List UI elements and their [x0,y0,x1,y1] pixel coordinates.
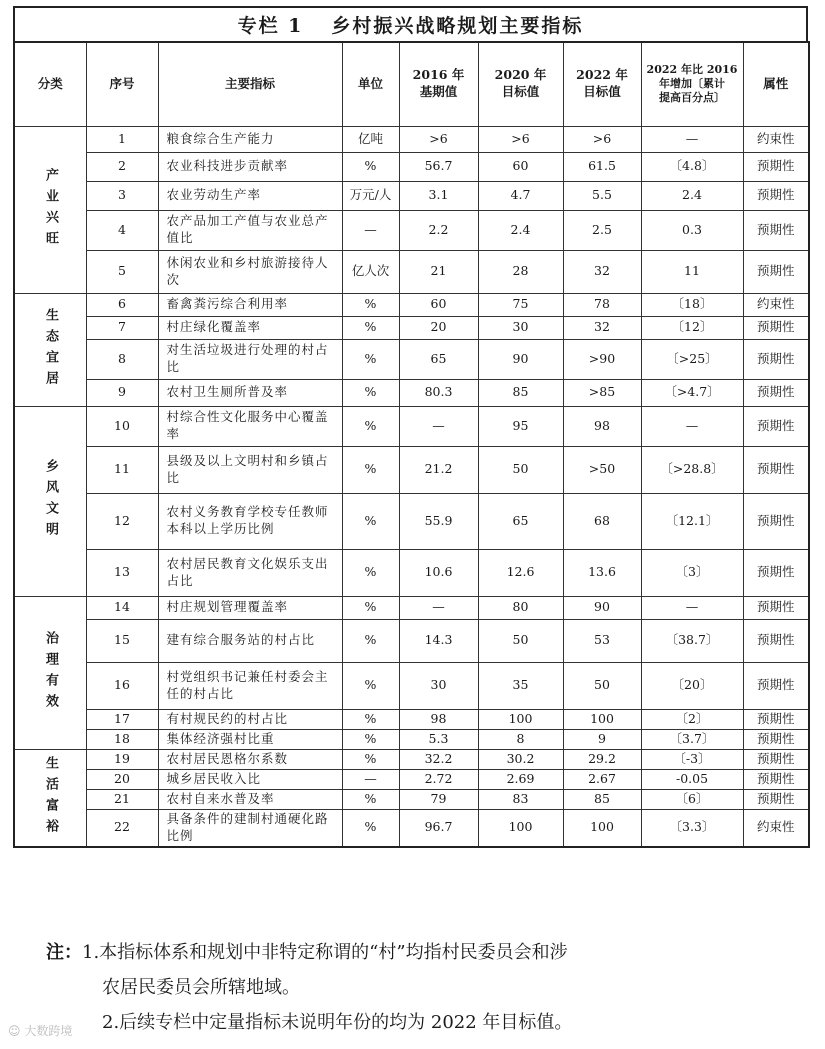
row-indicator: 村庄规划管理覆盖率 [158,596,342,619]
row-attribute: 预期性 [743,549,809,596]
row-number: 2 [86,152,158,181]
row-base-2016: — [399,406,478,446]
row-target-2022: >85 [563,379,641,406]
header-target-2020 [478,42,563,126]
row-unit: % [342,789,399,809]
row-unit: % [342,379,399,406]
row-target-2022: 13.6 [563,549,641,596]
row-attribute: 预期性 [743,729,809,749]
category-cell: 生活富裕 [14,749,86,847]
row-number: 12 [86,493,158,549]
row-attribute: 约束性 [743,126,809,152]
row-target-2020: 35 [478,662,563,709]
row-target-2020: 80 [478,596,563,619]
row-target-2022: 61.5 [563,152,641,181]
row-indicator: 村庄绿化覆盖率 [158,316,342,339]
row-increase: 〔12.1〕 [641,493,743,549]
row-unit: % [342,596,399,619]
row-target-2022: 85 [563,789,641,809]
row-attribute: 预期性 [743,250,809,293]
row-base-2016: — [399,596,478,619]
note-1-line-1: 1.本指标体系和规划中非特定称谓的“村”均指村民委员会和涉 [82,942,568,963]
row-target-2020: 83 [478,789,563,809]
row-target-2020: 30.2 [478,749,563,769]
row-increase: 0.3 [641,210,743,250]
row-indicator: 农村居民恩格尔系数 [158,749,342,769]
row-number: 4 [86,210,158,250]
row-unit: % [342,152,399,181]
row-increase: 2.4 [641,181,743,210]
row-target-2020: 2.4 [478,210,563,250]
category-cell: 治理有效 [14,596,86,749]
row-base-2016: 98 [399,709,478,729]
table-row [14,406,809,446]
row-unit: % [342,549,399,596]
row-attribute: 预期性 [743,446,809,493]
row-increase: 11 [641,250,743,293]
row-attribute: 预期性 [743,596,809,619]
row-number: 1 [86,126,158,152]
row-target-2022: 50 [563,662,641,709]
row-increase: -0.05 [641,769,743,789]
row-unit: % [342,293,399,316]
row-target-2020: 2.69 [478,769,563,789]
row-number: 19 [86,749,158,769]
category-cell: 产业兴旺 [14,126,86,293]
row-base-2016: 80.3 [399,379,478,406]
table-row [14,789,809,809]
row-target-2022: >6 [563,126,641,152]
table-title [13,6,808,41]
row-base-2016: 56.7 [399,152,478,181]
table-row [14,596,809,619]
row-indicator: 休闲农业和乡村旅游接待人次 [158,250,342,293]
row-target-2020: 95 [478,406,563,446]
row-target-2022: 90 [563,596,641,619]
table-row [14,126,809,152]
row-base-2016: 5.3 [399,729,478,749]
table-row [14,339,809,379]
row-unit: % [342,339,399,379]
row-base-2016: 96.7 [399,809,478,847]
row-attribute: 预期性 [743,789,809,809]
row-number: 17 [86,709,158,729]
category-cell: 乡风文明 [14,406,86,596]
header-target-2020-line2: 目标值 [501,84,540,100]
table-row [14,293,809,316]
row-number: 14 [86,596,158,619]
row-indicator: 粮食综合生产能力 [158,126,342,152]
header-increase-line2: 年增加〔累计 [659,77,725,91]
row-increase: 〔6〕 [641,789,743,809]
header-row [14,42,809,126]
row-number: 8 [86,339,158,379]
row-target-2022: >50 [563,446,641,493]
header-target-2020-line1: 2020 年 [494,67,547,83]
row-unit: % [342,809,399,847]
header-increase [641,42,743,126]
row-target-2020: 75 [478,293,563,316]
row-unit: % [342,709,399,729]
row-indicator: 农业劳动生产率 [158,181,342,210]
row-attribute: 约束性 [743,809,809,847]
row-indicator: 农产品加工产值与农业总产值比 [158,210,342,250]
row-increase: 〔2〕 [641,709,743,729]
row-target-2022: 32 [563,250,641,293]
table-row [14,379,809,406]
table-row [14,769,809,789]
header-attribute: 属性 [743,42,809,126]
table-row [14,709,809,729]
row-target-2022: 29.2 [563,749,641,769]
row-attribute: 预期性 [743,406,809,446]
row-indicator: 县级及以上文明村和乡镇占比 [158,446,342,493]
watermark-text: 大数跨境 [24,1024,73,1038]
table-row [14,493,809,549]
row-increase: — [641,126,743,152]
row-base-2016: 10.6 [399,549,478,596]
row-target-2020: 50 [478,619,563,662]
row-unit: % [342,316,399,339]
table-row [14,749,809,769]
watermark-icon: ☺ [8,1024,21,1038]
row-unit: % [342,406,399,446]
row-target-2022: >90 [563,339,641,379]
row-indicator: 农业科技进步贡献率 [158,152,342,181]
table-row [14,210,809,250]
table-row [14,316,809,339]
row-number: 18 [86,729,158,749]
row-indicator: 农村卫生厕所普及率 [158,379,342,406]
row-number: 16 [86,662,158,709]
row-number: 5 [86,250,158,293]
row-indicator: 村综合性文化服务中心覆盖率 [158,406,342,446]
row-number: 22 [86,809,158,847]
row-base-2016: >6 [399,126,478,152]
row-target-2022: 53 [563,619,641,662]
header-increase-line1: 2022 年比 2016 [646,62,738,76]
row-unit: 亿人次 [342,250,399,293]
row-unit: — [342,769,399,789]
header-number: 序号 [86,42,158,126]
table-row [14,250,809,293]
row-number: 7 [86,316,158,339]
row-number: 9 [86,379,158,406]
row-target-2020: 100 [478,709,563,729]
row-attribute: 约束性 [743,293,809,316]
row-attribute: 预期性 [743,662,809,709]
row-increase: 〔38.7〕 [641,619,743,662]
table-row [14,809,809,847]
header-base-2016-line2: 基期值 [419,84,458,100]
table-row [14,729,809,749]
row-indicator: 建有综合服务站的村占比 [158,619,342,662]
row-attribute: 预期性 [743,316,809,339]
row-base-2016: 20 [399,316,478,339]
note-1-line-2: 农居民委员会所辖地域。 [102,977,300,998]
row-indicator: 农村义务教育学校专任教师本科以上学历比例 [158,493,342,549]
row-base-2016: 21.2 [399,446,478,493]
row-base-2016: 2.72 [399,769,478,789]
row-indicator: 对生活垃圾进行处理的村占比 [158,339,342,379]
row-increase: 〔>28.8〕 [641,446,743,493]
row-increase: — [641,406,743,446]
row-target-2020: 90 [478,339,563,379]
row-target-2022: 68 [563,493,641,549]
row-number: 3 [86,181,158,210]
row-increase: 〔-3〕 [641,749,743,769]
row-increase: 〔4.8〕 [641,152,743,181]
table-row [14,152,809,181]
row-attribute: 预期性 [743,749,809,769]
row-unit: % [342,749,399,769]
row-indicator: 城乡居民收入比 [158,769,342,789]
row-base-2016: 30 [399,662,478,709]
header-base-2016 [399,42,478,126]
row-number: 15 [86,619,158,662]
row-attribute: 预期性 [743,709,809,729]
row-target-2022: 98 [563,406,641,446]
row-unit: % [342,446,399,493]
row-attribute: 预期性 [743,379,809,406]
table-row [14,619,809,662]
row-increase: 〔12〕 [641,316,743,339]
row-unit: — [342,210,399,250]
row-base-2016: 65 [399,339,478,379]
row-indicator: 农村自来水普及率 [158,789,342,809]
row-number: 20 [86,769,158,789]
row-attribute: 预期性 [743,619,809,662]
row-target-2020: 85 [478,379,563,406]
row-attribute: 预期性 [743,339,809,379]
row-attribute: 预期性 [743,152,809,181]
row-target-2022: 5.5 [563,181,641,210]
row-target-2020: 65 [478,493,563,549]
row-target-2020: >6 [478,126,563,152]
row-number: 21 [86,789,158,809]
header-target-2022-line2: 目标值 [583,84,621,100]
row-increase: 〔3.7〕 [641,729,743,749]
row-target-2020: 60 [478,152,563,181]
row-increase: — [641,596,743,619]
row-target-2022: 78 [563,293,641,316]
header-unit: 单位 [342,42,399,126]
row-base-2016: 79 [399,789,478,809]
header-increase-line3: 提高百分点〕 [659,91,725,105]
row-unit: % [342,619,399,662]
row-indicator: 畜禽粪污综合利用率 [158,293,342,316]
row-target-2020: 100 [478,809,563,847]
row-target-2022: 32 [563,316,641,339]
indicator-table [13,41,810,848]
row-attribute: 预期性 [743,181,809,210]
table-row [14,662,809,709]
table-row [14,549,809,596]
row-target-2022: 100 [563,809,641,847]
notes [46,935,806,1040]
row-increase: 〔3〕 [641,549,743,596]
row-target-2022: 2.67 [563,769,641,789]
row-unit: 万元/人 [342,181,399,210]
row-base-2016: 21 [399,250,478,293]
header-indicator: 主要指标 [158,42,342,126]
table-row [14,446,809,493]
row-target-2022: 2.5 [563,210,641,250]
row-base-2016: 55.9 [399,493,478,549]
category-cell: 生态宜居 [14,293,86,406]
watermark [8,1022,72,1039]
header-category: 分类 [14,42,86,126]
row-base-2016: 2.2 [399,210,478,250]
row-target-2020: 4.7 [478,181,563,210]
row-number: 10 [86,406,158,446]
row-unit: % [342,493,399,549]
row-base-2016: 60 [399,293,478,316]
row-target-2020: 8 [478,729,563,749]
row-attribute: 预期性 [743,769,809,789]
row-increase: 〔>4.7〕 [641,379,743,406]
row-increase: 〔3.3〕 [641,809,743,847]
row-indicator: 集体经济强村比重 [158,729,342,749]
header-target-2022-line1: 2022 年 [576,67,628,83]
row-base-2016: 32.2 [399,749,478,769]
title-text: 乡村振兴战略规划主要指标 [331,15,584,37]
row-target-2022: 100 [563,709,641,729]
row-number: 13 [86,549,158,596]
row-indicator: 有村规民约的村占比 [158,709,342,729]
row-unit: % [342,662,399,709]
row-unit: 亿吨 [342,126,399,152]
indicator-panel [13,6,808,848]
row-target-2020: 30 [478,316,563,339]
row-indicator: 农村居民教育文化娱乐支出占比 [158,549,342,596]
row-base-2016: 14.3 [399,619,478,662]
table-row [14,181,809,210]
row-increase: 〔18〕 [641,293,743,316]
row-target-2020: 28 [478,250,563,293]
row-target-2020: 12.6 [478,549,563,596]
row-target-2020: 50 [478,446,563,493]
row-attribute: 预期性 [743,210,809,250]
row-number: 11 [86,446,158,493]
header-base-2016-line1: 2016 年 [412,67,465,83]
row-number: 6 [86,293,158,316]
row-base-2016: 3.1 [399,181,478,210]
row-attribute: 预期性 [743,493,809,549]
row-increase: 〔>25〕 [641,339,743,379]
title-prefix: 专栏 1 [237,15,304,37]
notes-label: 注： [46,942,82,963]
row-unit: % [342,729,399,749]
row-indicator: 具备条件的建制村通硬化路比例 [158,809,342,847]
header-target-2022 [563,42,641,126]
row-target-2022: 9 [563,729,641,749]
row-indicator: 村党组织书记兼任村委会主任的村占比 [158,662,342,709]
row-increase: 〔20〕 [641,662,743,709]
note-2: 2.后续专栏中定量指标未说明年份的均为 2022 年目标值。 [102,1012,573,1033]
